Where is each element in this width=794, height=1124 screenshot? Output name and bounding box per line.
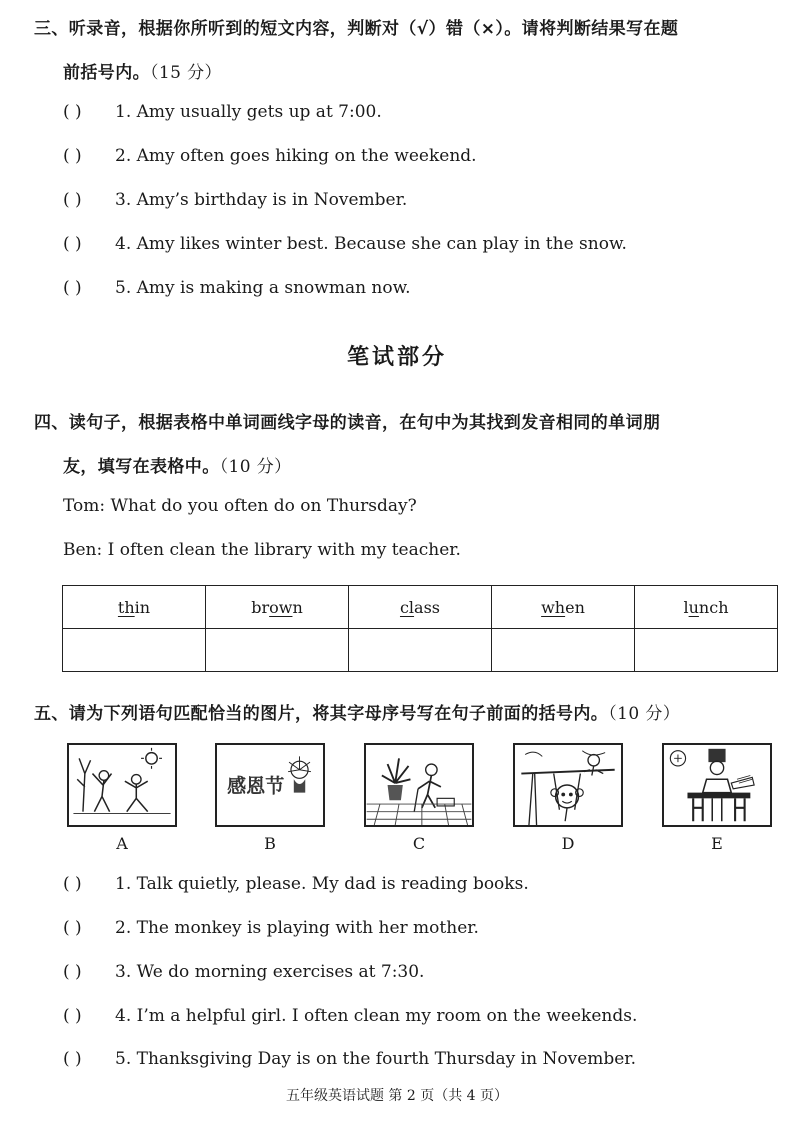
phonics-word-when: when bbox=[492, 586, 635, 629]
picture-e-reading bbox=[662, 743, 772, 827]
answer-blank[interactable]: ( ) bbox=[63, 1006, 82, 1026]
picture-label-a: A bbox=[116, 834, 128, 853]
section4-heading-cont bbox=[63, 452, 292, 477]
item-text: 3. Amy’s birthday is in November. bbox=[115, 190, 408, 210]
section3-item-3 bbox=[63, 190, 407, 210]
section5-item-1 bbox=[63, 874, 529, 894]
answer-blank[interactable]: ( ) bbox=[63, 962, 82, 982]
answer-cell-5[interactable] bbox=[635, 629, 778, 672]
phonics-table bbox=[62, 585, 778, 672]
item-text: 5. Amy is making a snowman now. bbox=[115, 278, 411, 298]
phonics-header-row bbox=[63, 586, 778, 629]
picture-label-c: C bbox=[412, 834, 426, 853]
phonics-word-brown: brown bbox=[206, 586, 349, 629]
picture-b-thanksgiving bbox=[215, 743, 325, 827]
answer-blank[interactable]: ( ) bbox=[63, 146, 82, 166]
item-text: 4. I’m a helpful girl. I often clean my room on the weekends. bbox=[115, 1006, 638, 1026]
item-text: 4. Amy likes winter best. Because she can play in the snow. bbox=[115, 234, 627, 254]
section3-item-1 bbox=[63, 102, 382, 122]
phonics-word-lunch: lunch bbox=[635, 586, 778, 629]
section4-heading bbox=[34, 408, 660, 433]
section4-points: （10 分） bbox=[219, 457, 292, 477]
phonics-word-class: class bbox=[349, 586, 492, 629]
section4-heading-line2: 友，填写在表格中。 bbox=[63, 457, 220, 477]
picture-label-e: E bbox=[711, 834, 723, 853]
section3-heading-line1: 三、听录音，根据你所听到的短文内容，判断对（√）错（×）。请将判断结果写在题 bbox=[34, 19, 679, 39]
item-text: 3. We do morning exercises at 7:30. bbox=[115, 962, 425, 982]
phonics-answer-row bbox=[63, 629, 778, 672]
section3-item-2 bbox=[63, 146, 477, 166]
section3-heading bbox=[34, 14, 678, 39]
answer-cell-2[interactable] bbox=[206, 629, 349, 672]
section3-points: （15 分） bbox=[150, 63, 222, 83]
section5-item-2 bbox=[63, 918, 479, 938]
picture-d-monkeys bbox=[513, 743, 623, 827]
written-part-title: 笔试部分 bbox=[346, 345, 447, 370]
section3-item-5 bbox=[63, 278, 411, 298]
section5-heading-text: 五、请为下列语句匹配恰当的图片，将其字母序号写在句子前面的括号内。 bbox=[34, 704, 609, 724]
answer-blank[interactable]: ( ) bbox=[63, 874, 82, 894]
item-text: 5. Thanksgiving Day is on the fourth Thursday in November. bbox=[115, 1049, 636, 1069]
item-text: 2. Amy often goes hiking on the weekend. bbox=[115, 146, 477, 166]
section4-heading-line1: 四、读句子，根据表格中单词画线字母的读音，在句中为其找到发音相同的单词朋 bbox=[34, 413, 661, 433]
picture-label-d: D bbox=[561, 834, 575, 853]
answer-blank[interactable]: ( ) bbox=[63, 190, 82, 210]
item-text: 1. Amy usually gets up at 7:00. bbox=[115, 102, 382, 122]
page-footer: 五年级英语试题 第 2 页（共 4 页） bbox=[285, 1088, 509, 1104]
answer-cell-3[interactable] bbox=[349, 629, 492, 672]
phonics-word-thin: thin bbox=[63, 586, 206, 629]
section5-heading bbox=[34, 699, 680, 724]
section5-points: （10 分） bbox=[608, 704, 681, 724]
item-text: 2. The monkey is playing with her mother. bbox=[115, 918, 479, 938]
picture-label-b: B bbox=[264, 834, 276, 853]
answer-blank[interactable]: ( ) bbox=[63, 278, 82, 298]
answer-blank[interactable]: ( ) bbox=[63, 918, 82, 938]
dialogue-line-ben: Ben: I often clean the library with my teacher. bbox=[63, 540, 461, 560]
section5-item-5 bbox=[63, 1049, 636, 1069]
answer-cell-4[interactable] bbox=[492, 629, 635, 672]
dialogue-line-tom: Tom: What do you often do on Thursday? bbox=[63, 496, 417, 516]
answer-blank[interactable]: ( ) bbox=[63, 102, 82, 122]
picture-b-text: 感恩节 bbox=[227, 775, 285, 798]
section3-heading-line2: 前括号内。 bbox=[63, 63, 150, 83]
answer-blank[interactable]: ( ) bbox=[63, 1049, 82, 1069]
picture-a-morning-exercises bbox=[67, 743, 177, 827]
answer-cell-1[interactable] bbox=[63, 629, 206, 672]
section3-item-4 bbox=[63, 234, 627, 254]
section5-item-3 bbox=[63, 962, 424, 982]
picture-c-cleaning bbox=[364, 743, 474, 827]
section3-heading-cont bbox=[63, 58, 222, 83]
section5-item-4 bbox=[63, 1006, 637, 1026]
answer-blank[interactable]: ( ) bbox=[63, 234, 82, 254]
item-text: 1. Talk quietly, please. My dad is reading books. bbox=[115, 874, 529, 894]
